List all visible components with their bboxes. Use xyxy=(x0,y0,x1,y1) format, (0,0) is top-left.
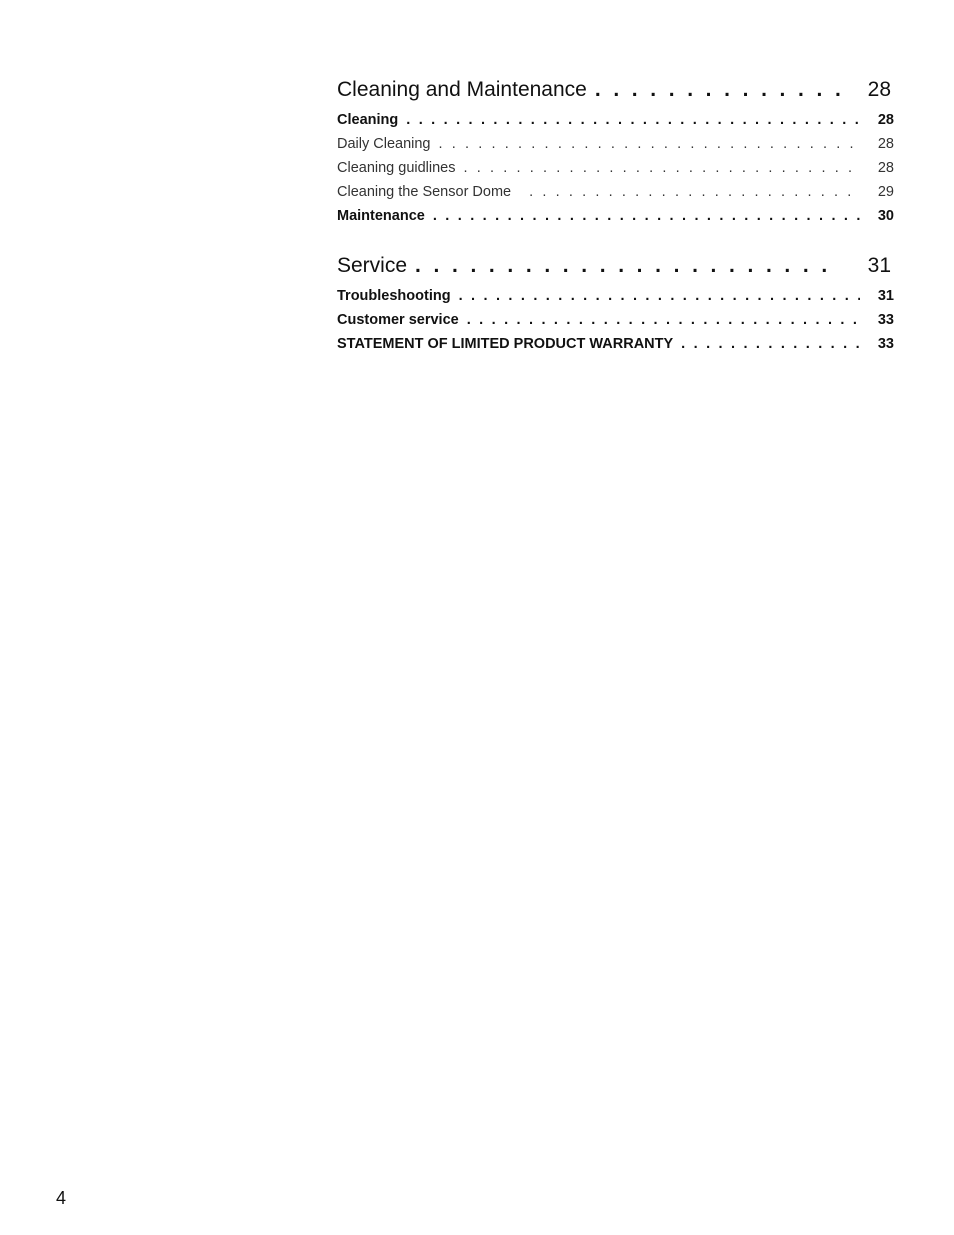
toc-entry-maintenance[interactable] xyxy=(337,208,894,232)
dot-leader xyxy=(415,254,841,278)
toc-heading[interactable] xyxy=(337,78,894,108)
toc-heading-title: Service xyxy=(337,254,408,277)
toc-section-service xyxy=(337,254,894,360)
toc-entry-page: 28 xyxy=(877,136,894,152)
toc-heading-title: Cleaning and Maintenance xyxy=(337,78,587,101)
toc-heading-page: 28 xyxy=(867,78,891,101)
toc-entry-page: 33 xyxy=(877,312,894,328)
toc-entry-troubleshooting[interactable] xyxy=(337,288,894,312)
toc-entry-cleaning-guidlines[interactable] xyxy=(337,160,894,184)
toc-entry-page: 28 xyxy=(877,160,894,176)
toc-entry-label: Maintenance xyxy=(337,208,425,224)
toc-entry-page: 30 xyxy=(877,208,894,224)
toc-entry-daily-cleaning[interactable] xyxy=(337,136,894,160)
toc-entry-customer-service[interactable] xyxy=(337,312,894,336)
toc-entry-label: Troubleshooting xyxy=(337,288,451,304)
dot-leader xyxy=(433,208,860,224)
dot-leader xyxy=(464,160,861,176)
toc-entry-page: 28 xyxy=(877,112,894,128)
toc-entry-page: 29 xyxy=(877,184,894,200)
toc-heading[interactable] xyxy=(337,254,894,284)
toc-entry-page: 33 xyxy=(877,336,894,352)
toc-entry-label: Cleaning xyxy=(337,112,399,128)
dot-leader xyxy=(459,288,860,304)
toc-entry-label: Daily Cleaning xyxy=(337,136,431,152)
toc-entry-warranty[interactable] xyxy=(337,336,894,360)
page-number: 4 xyxy=(56,1188,67,1208)
table-of-contents xyxy=(337,78,894,382)
toc-entry-label: STATEMENT OF LIMITED PRODUCT WARRANTY xyxy=(337,336,674,352)
toc-entry-label: Cleaning the Sensor Dome xyxy=(337,184,512,200)
dot-leader xyxy=(406,112,860,128)
toc-entry-label: Customer service xyxy=(337,312,459,328)
toc-entry-cleaning-sensor-dome[interactable] xyxy=(337,184,894,208)
dot-leader xyxy=(681,336,860,352)
dot-leader xyxy=(595,78,841,102)
dot-leader xyxy=(439,136,861,152)
toc-entry-cleaning[interactable] xyxy=(337,112,894,136)
toc-heading-page: 31 xyxy=(867,254,891,277)
dot-leader xyxy=(467,312,860,328)
toc-entry-page: 31 xyxy=(877,288,894,304)
dot-leader xyxy=(529,184,860,200)
toc-entry-label: Cleaning guidlines xyxy=(337,160,456,176)
toc-section-cleaning-maintenance xyxy=(337,78,894,232)
